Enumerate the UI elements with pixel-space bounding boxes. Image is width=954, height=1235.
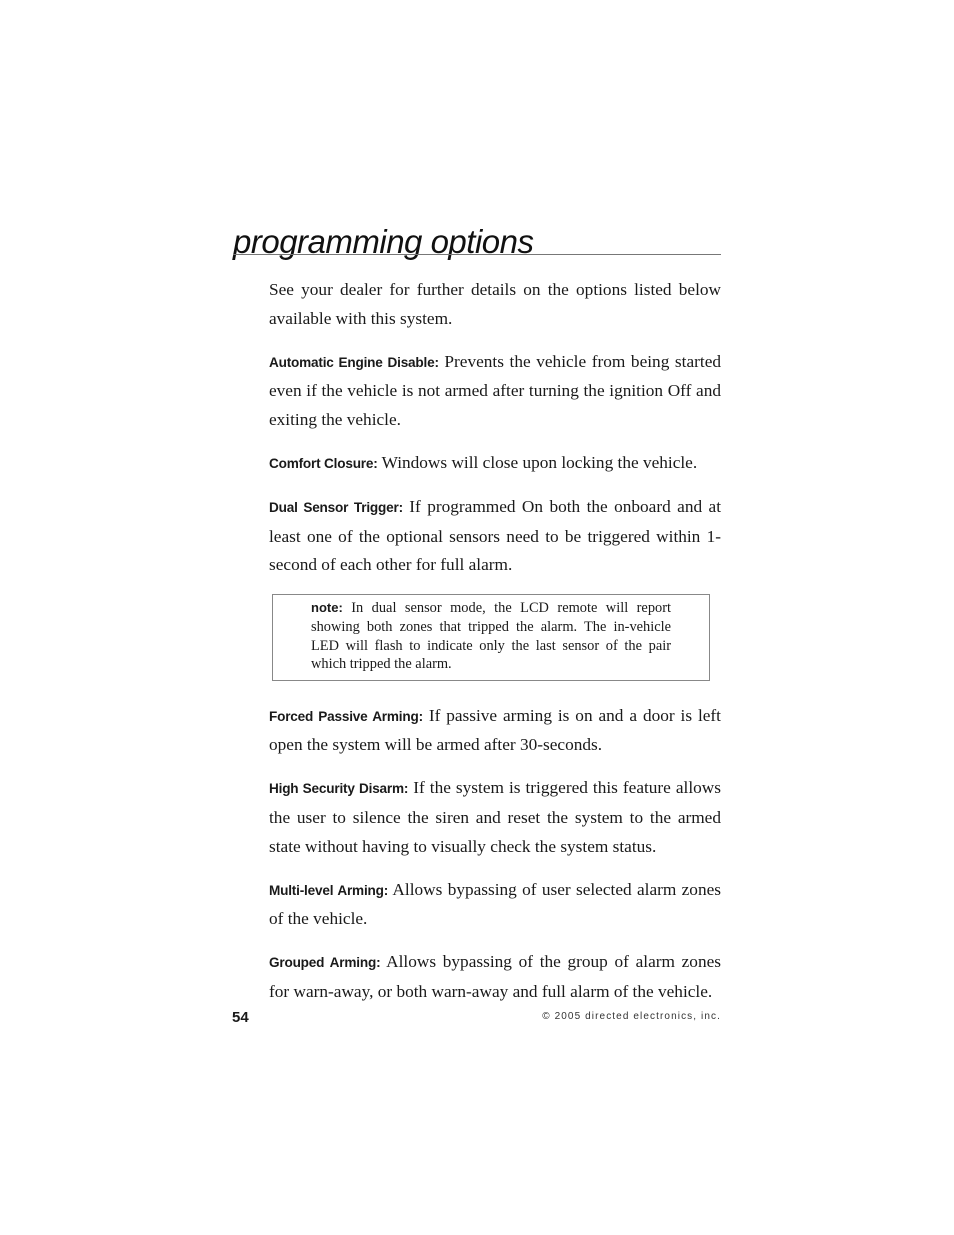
option-description: Allows bypassing of user selected alarm zones of the vehicle. (269, 879, 721, 929)
page-body (269, 276, 721, 1021)
page-title: programming options (233, 223, 534, 260)
option-high-security-disarm (269, 774, 721, 861)
page-number: 54 (232, 1009, 249, 1026)
option-description: If programmed On both the onboard and at least one of the optional sensors need to be triggered within 1-second of each other for full alarm. (269, 497, 721, 575)
option-description: If the system is triggered this feature allows the user to silence the siren and reset the system to the armed state without having to visually check the system status. (269, 778, 721, 856)
option-term: Automatic Engine Disable: (269, 354, 439, 370)
option-dual-sensor-trigger (269, 493, 721, 580)
option-term: Comfort Closure: (269, 455, 378, 471)
option-description: Windows will close upon locking the vehicle. (377, 452, 698, 472)
option-description: If passive arming is on and a door is left open the system will be armed after 30-seconds. (269, 705, 721, 755)
title-divider (233, 254, 721, 255)
option-forced-passive-arming (269, 702, 721, 760)
option-grouped-arming (269, 948, 721, 1006)
note-box (272, 594, 710, 680)
option-term: High Security Disarm: (269, 781, 409, 797)
note-label: note: (311, 600, 343, 616)
option-comfort-closure (269, 449, 721, 479)
option-term: Dual Sensor Trigger: (269, 500, 403, 516)
option-term: Grouped Arming: (269, 955, 381, 971)
option-term: Multi-level Arming: (269, 882, 389, 898)
intro-paragraph: See your dealer for further details on the options listed below available with this system. (269, 280, 721, 328)
option-description: Allows bypassing of the group of alarm zones for warn-away, or both warn-away and full alarm of the vehicle. (269, 952, 721, 1001)
copyright-notice: © 2005 directed electronics, inc. (542, 1011, 721, 1022)
note-text: In dual sensor mode, the LCD remote will report showing both zones that tripped the alarm. The in-vehicle LED will flash to indicate only the last sensor of the pair which tripped the alarm. (311, 600, 671, 673)
option-multi-level-arming (269, 876, 721, 934)
option-automatic-engine-disable (269, 348, 721, 435)
option-term: Forced Passive Arming: (269, 708, 423, 724)
option-description: Prevents the vehicle from being started even if the vehicle is not armed after turning the ignition Off and exiting the vehicle. (269, 351, 721, 429)
